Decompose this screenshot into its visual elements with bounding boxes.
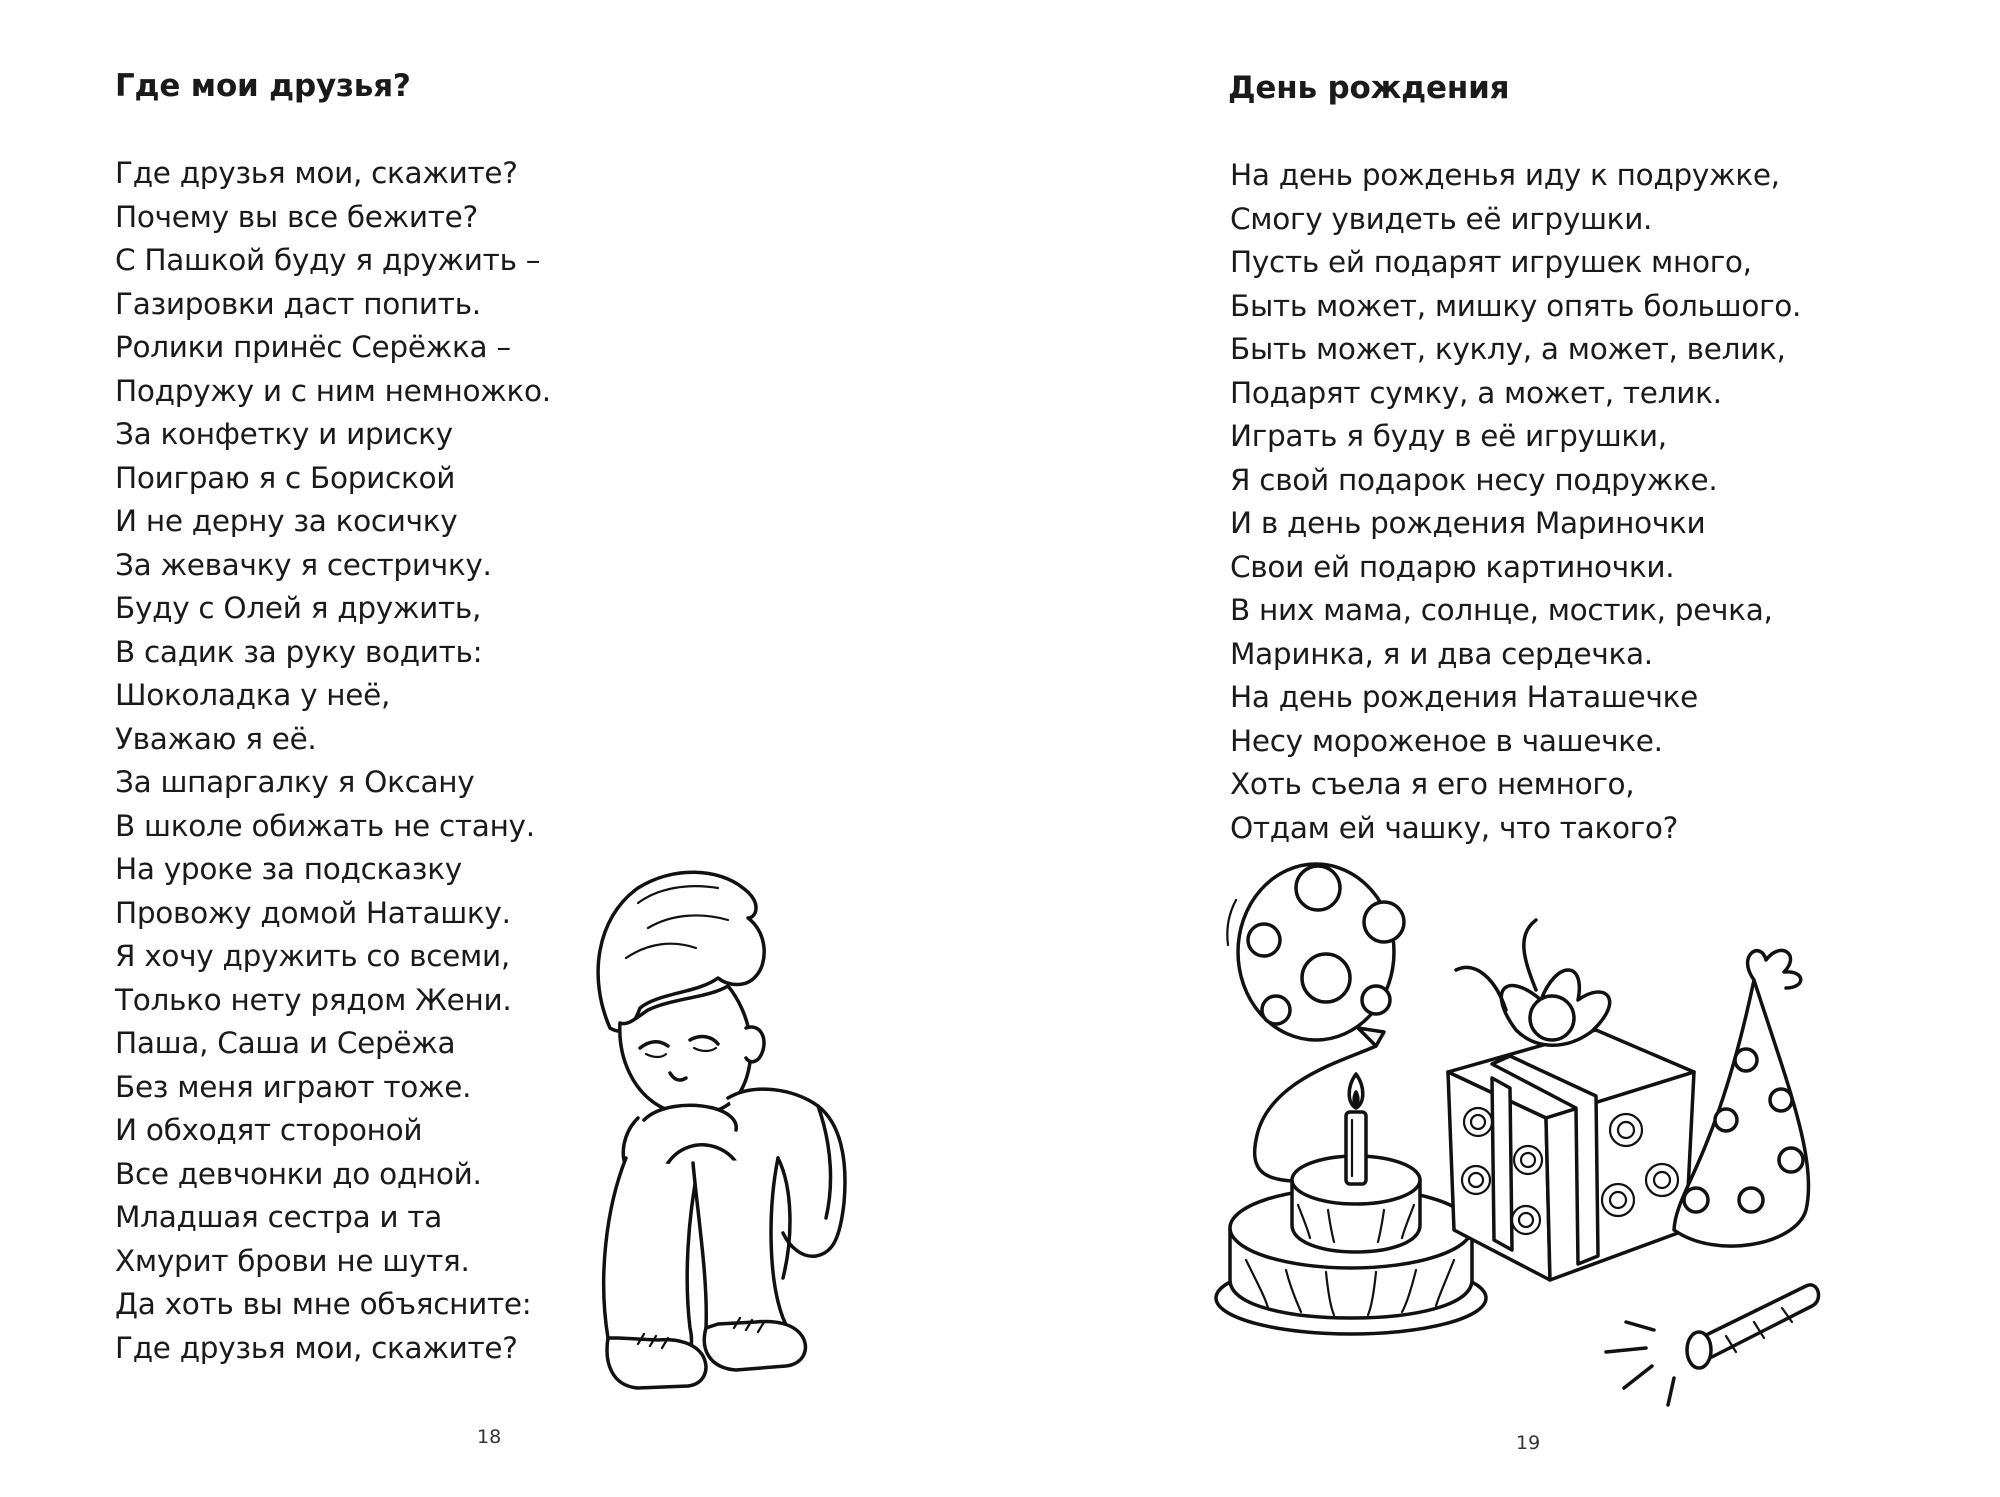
poem-line: Быть может, мишку опять большого. bbox=[1230, 288, 1802, 323]
poem-line: Подарят сумку, а может, телик. bbox=[1230, 375, 1722, 410]
poem-line: Хоть съела я его немного, bbox=[1230, 767, 1635, 801]
poem-line: В садик за руку водить: bbox=[115, 634, 483, 669]
party-blower-drawing bbox=[1606, 1285, 1819, 1405]
right-page bbox=[1000, 0, 2000, 1497]
poem-line: В школе обижать не стану. bbox=[115, 808, 535, 843]
poem-line: Подружу и с ним немножко. bbox=[115, 373, 551, 408]
poem-line: Почему вы все бежите? bbox=[115, 199, 478, 234]
poem-line: И обходят стороной bbox=[115, 1113, 423, 1147]
poem-line: Паша, Саша и Серёжа bbox=[115, 1026, 456, 1060]
poem-line: В них мама, солнце, мостик, речка, bbox=[1230, 593, 1773, 627]
poem-line: За конфетку и ириску bbox=[115, 417, 453, 451]
poem-line: Играть я буду в её игрушки, bbox=[1230, 419, 1667, 453]
page-number: 18 bbox=[477, 1426, 502, 1448]
birthday-party-illustration bbox=[1206, 860, 1846, 1420]
cake-drawing bbox=[1216, 1074, 1486, 1334]
poem-text bbox=[115, 152, 551, 1370]
poem-line: Хмурит брови не шутя. bbox=[115, 1243, 470, 1278]
poem-line: И не дерну за косичку bbox=[115, 504, 458, 538]
poem-line: Уважаю я её. bbox=[115, 721, 317, 756]
poem-line: На день рождения Наташечке bbox=[1230, 680, 1698, 714]
poem-line: Где друзья мои, скажите? bbox=[115, 1330, 518, 1365]
poem-line: Да хоть вы мне объясните: bbox=[115, 1287, 532, 1321]
poem-line: Младшая сестра и та bbox=[115, 1200, 443, 1234]
sad-boy-illustration bbox=[578, 858, 918, 1398]
poem-line: Без меня играют тоже. bbox=[115, 1069, 472, 1104]
poem-line: Поиграю я с Бориской bbox=[115, 460, 456, 495]
poem-line: Пусть ей подарят игрушек много, bbox=[1230, 245, 1752, 279]
gift-box-drawing bbox=[1448, 920, 1694, 1280]
poem-line: Ролики принёс Серёжка – bbox=[115, 330, 511, 364]
poem-line: Все девчонки до одной. bbox=[115, 1156, 482, 1191]
page-number: 19 bbox=[1516, 1432, 1541, 1454]
poem-line: Буду с Олей я дружить, bbox=[115, 591, 482, 625]
poem-line: Я хочу дружить со всеми, bbox=[115, 939, 510, 973]
poem-line: За шпаргалку я Оксану bbox=[115, 765, 475, 799]
poem-line: И в день рождения Мариночки bbox=[1230, 506, 1706, 540]
poem-line: На день рожденья иду к подружке, bbox=[1230, 158, 1780, 192]
poem-line: Быть может, куклу, а может, велик, bbox=[1230, 332, 1786, 366]
poem-line: С Пашкой буду я дружить – bbox=[115, 243, 541, 277]
poem-line: Только нету рядом Жени. bbox=[115, 982, 512, 1017]
poem-line: За жевачку я сестричку. bbox=[115, 547, 492, 582]
poem-line: Газировки даст попить. bbox=[115, 286, 481, 321]
poem-line: Где друзья мои, скажите? bbox=[115, 156, 518, 190]
poem-title: День рождения bbox=[1228, 70, 1510, 106]
poem-line: На уроке за подсказку bbox=[115, 852, 462, 886]
poem-line: Смогу увидеть её игрушки. bbox=[1230, 201, 1653, 236]
poem-line: Свои ей подарю картиночки. bbox=[1230, 549, 1675, 584]
poem-text bbox=[1230, 154, 1801, 850]
poem-line: Провожу домой Наташку. bbox=[115, 895, 511, 930]
poem-line: Маринка, я и два сердечка. bbox=[1230, 636, 1653, 671]
poem-line: Шоколадка у неё, bbox=[115, 678, 391, 712]
poem-title: Где мои друзья? bbox=[115, 68, 411, 104]
balloon-drawing bbox=[1227, 864, 1404, 1182]
poem-line: Отдам ей чашку, что такого? bbox=[1230, 810, 1679, 845]
poem-line: Я свой подарок несу подружке. bbox=[1230, 462, 1718, 497]
poem-line: Несу мороженое в чашечке. bbox=[1230, 723, 1663, 758]
